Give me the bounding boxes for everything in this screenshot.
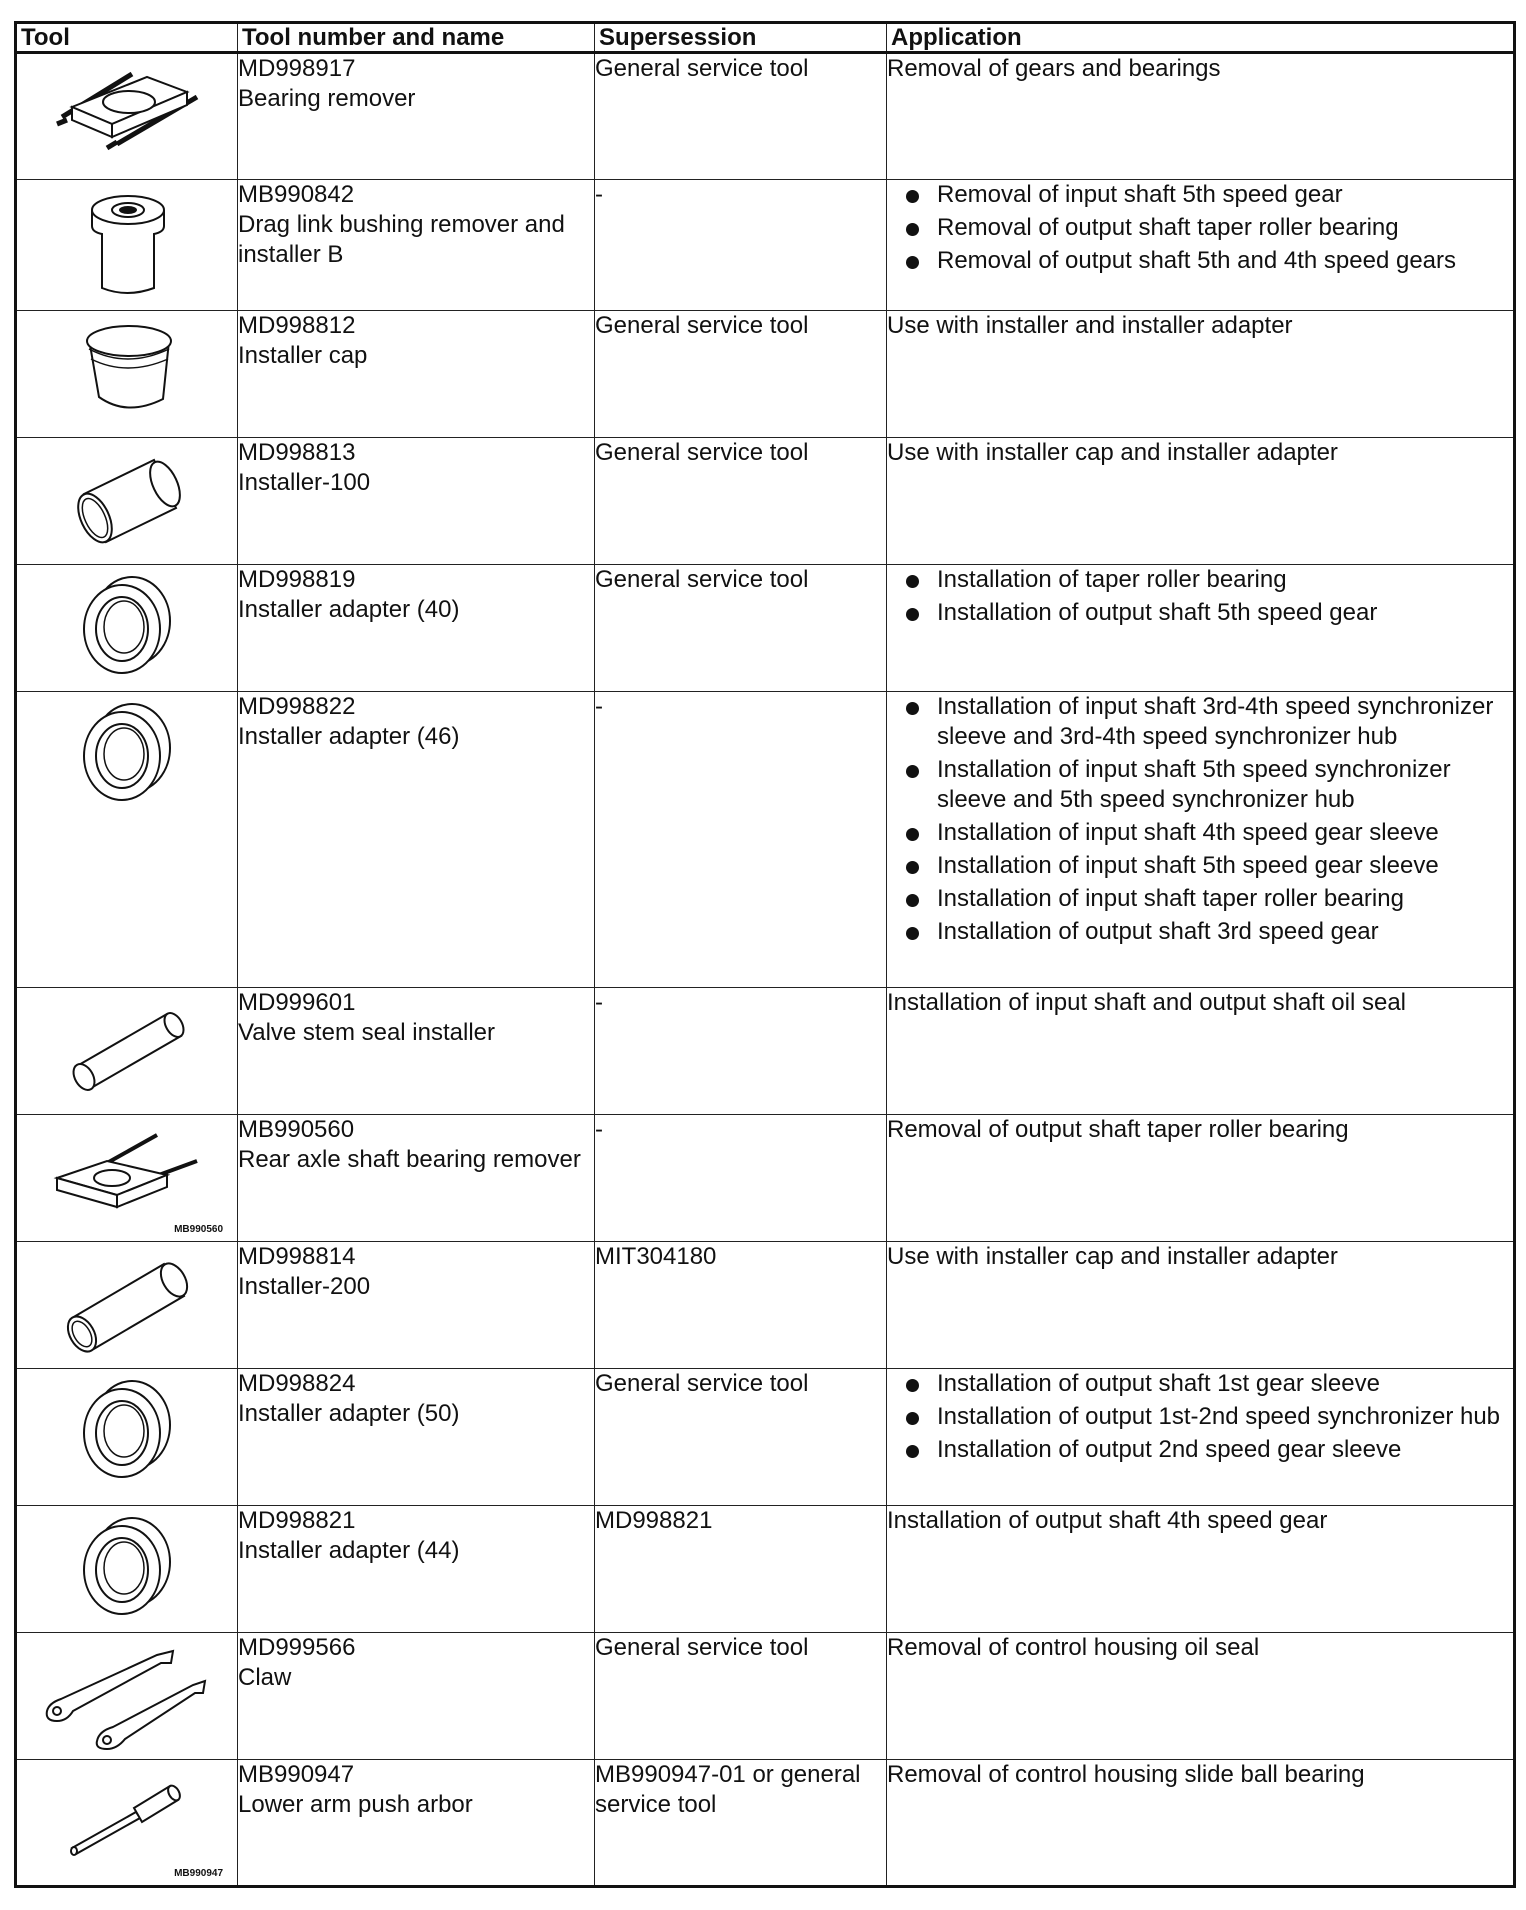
tool-number: MB990842 xyxy=(238,181,355,208)
application-text: Removal of gears and bearings xyxy=(887,55,1221,82)
installer-tube-icon xyxy=(17,446,237,546)
tool-name: Bearing remover xyxy=(238,85,416,112)
header-supersession: Supersession xyxy=(595,23,887,53)
tool-illustration-cell xyxy=(16,1760,238,1887)
application-list-item: Installation of input shaft taper roller bearing xyxy=(887,884,1513,914)
application-cell xyxy=(887,1115,1515,1242)
push-arbor-icon xyxy=(17,1768,237,1868)
table-row xyxy=(16,311,1515,438)
tool-number-name-cell xyxy=(238,1760,595,1887)
supersession-cell: General service tool xyxy=(595,53,887,180)
tool-illustration-cell xyxy=(16,1369,238,1506)
installer-cap-icon xyxy=(17,319,237,419)
application-list xyxy=(887,565,1513,628)
supersession-cell: MB990947-01 or general service tool xyxy=(595,1760,887,1887)
tool-name: Installer cap xyxy=(238,342,368,369)
application-cell xyxy=(887,1506,1515,1633)
table-row xyxy=(16,1633,1515,1760)
supersession-cell: - xyxy=(595,1115,887,1242)
tool-illustration-cell xyxy=(16,1633,238,1760)
tool-name: Drag link bushing remover and installer B xyxy=(238,211,565,268)
tool-name: Claw xyxy=(238,1664,292,1691)
application-list-item: Installation of output shaft 5th speed gear xyxy=(887,598,1513,628)
tool-number-name-cell xyxy=(238,1115,595,1242)
supersession-cell: General service tool xyxy=(595,1633,887,1760)
claw-icon xyxy=(17,1641,237,1751)
application-list xyxy=(887,180,1513,276)
table-row xyxy=(16,565,1515,692)
installer-adapter-icon xyxy=(17,573,237,683)
application-cell xyxy=(887,692,1515,988)
valve-stem-seal-installer-icon xyxy=(17,996,237,1096)
application-cell xyxy=(887,565,1515,692)
tool-number: MD998814 xyxy=(238,1243,356,1270)
tool-number: MB990947 xyxy=(238,1761,355,1788)
tool-illustration-cell xyxy=(16,565,238,692)
application-text: Use with installer cap and installer adapter xyxy=(887,439,1338,466)
supersession-cell: - xyxy=(595,180,887,311)
table-row xyxy=(16,692,1515,988)
tool-number-name-cell xyxy=(238,53,595,180)
tool-number-name-cell xyxy=(238,180,595,311)
installer-adapter-icon xyxy=(17,700,237,810)
tool-name: Installer adapter (40) xyxy=(238,596,460,623)
application-list-item: Installation of input shaft 4th speed gear sleeve xyxy=(887,818,1513,848)
application-list-item: Installation of output shaft 1st gear sleeve xyxy=(887,1369,1513,1399)
tool-name: Installer adapter (46) xyxy=(238,723,460,750)
application-cell xyxy=(887,53,1515,180)
table-row xyxy=(16,53,1515,180)
application-list xyxy=(887,1369,1513,1465)
tool-illustration-cell xyxy=(16,438,238,565)
rear-axle-bearing-remover-icon xyxy=(17,1123,237,1218)
illustration-caption: MB990560 xyxy=(174,1224,223,1235)
tool-number: MD998812 xyxy=(238,312,356,339)
tool-number: MD998824 xyxy=(238,1370,356,1397)
application-cell xyxy=(887,180,1515,311)
application-cell xyxy=(887,438,1515,565)
tool-name: Installer adapter (50) xyxy=(238,1400,460,1427)
supersession-cell: General service tool xyxy=(595,1369,887,1506)
tool-number: MD998813 xyxy=(238,439,356,466)
application-list-item: Removal of input shaft 5th speed gear xyxy=(887,180,1513,210)
tool-illustration-cell xyxy=(16,1242,238,1369)
tool-number: MD999566 xyxy=(238,1634,356,1661)
table-row xyxy=(16,438,1515,565)
tool-number-name-cell xyxy=(238,1506,595,1633)
supersession-cell: MIT304180 xyxy=(595,1242,887,1369)
application-text: Installation of input shaft and output shaft oil seal xyxy=(887,989,1407,1016)
application-cell xyxy=(887,1369,1515,1506)
application-list xyxy=(887,692,1513,947)
table-row xyxy=(16,1369,1515,1506)
table-row xyxy=(16,1760,1515,1887)
tool-number: MB990560 xyxy=(238,1116,355,1143)
application-cell xyxy=(887,311,1515,438)
tool-number: MD998917 xyxy=(238,55,356,82)
tool-number-name-cell xyxy=(238,438,595,565)
tool-name: Installer-200 xyxy=(238,1273,371,1300)
tool-number-name-cell xyxy=(238,692,595,988)
table-row xyxy=(16,1242,1515,1369)
tool-number-name-cell xyxy=(238,565,595,692)
application-list-item: Installation of input shaft 3rd-4th speed synchronizer sleeve and 3rd-4th speed synchronizer hub xyxy=(887,692,1513,752)
application-text: Removal of output shaft taper roller bearing xyxy=(887,1116,1349,1143)
application-list-item: Installation of input shaft 5th speed synchronizer sleeve and 5th speed synchronizer hub xyxy=(887,755,1513,815)
tool-number-name-cell xyxy=(238,1369,595,1506)
supersession-cell: MD998821 xyxy=(595,1506,887,1633)
application-text: Removal of control housing oil seal xyxy=(887,1634,1260,1661)
tool-name: Lower arm push arbor xyxy=(238,1791,473,1818)
tool-name: Installer-100 xyxy=(238,469,371,496)
application-list-item: Installation of input shaft 5th speed gear sleeve xyxy=(887,851,1513,881)
tool-illustration-cell xyxy=(16,53,238,180)
application-text: Removal of control housing slide ball bearing xyxy=(887,1761,1365,1788)
tool-name: Valve stem seal installer xyxy=(238,1019,495,1046)
table-row xyxy=(16,180,1515,311)
header-tool: Tool xyxy=(16,23,238,53)
tool-number: MD998822 xyxy=(238,693,356,720)
application-cell xyxy=(887,988,1515,1115)
table-row xyxy=(16,1506,1515,1633)
application-text: Use with installer and installer adapter xyxy=(887,312,1293,339)
tool-number: MD999601 xyxy=(238,989,356,1016)
header-tool-number-name: Tool number and name xyxy=(238,23,595,53)
application-cell xyxy=(887,1242,1515,1369)
installer-adapter-icon xyxy=(17,1377,237,1487)
installer-long-tube-icon xyxy=(17,1250,237,1360)
tool-illustration-cell xyxy=(16,180,238,311)
tool-number-name-cell xyxy=(238,988,595,1115)
application-list-item: Installation of output 1st-2nd speed synchronizer hub xyxy=(887,1402,1513,1432)
application-cell xyxy=(887,1760,1515,1887)
illustration-caption: MB990947 xyxy=(174,1868,223,1879)
supersession-cell: General service tool xyxy=(595,565,887,692)
application-list-item: Installation of output 2nd speed gear sleeve xyxy=(887,1435,1513,1465)
header-application: Application xyxy=(887,23,1515,53)
special-tools-table xyxy=(14,21,1516,1888)
tool-number: MD998819 xyxy=(238,566,356,593)
application-list-item: Installation of output shaft 3rd speed gear xyxy=(887,917,1513,947)
supersession-cell: - xyxy=(595,988,887,1115)
supersession-cell: - xyxy=(595,692,887,988)
bearing-remover-icon xyxy=(17,62,237,152)
tool-name: Rear axle shaft bearing remover xyxy=(238,1146,581,1173)
application-list-item: Removal of output shaft taper roller bearing xyxy=(887,213,1513,243)
tool-illustration-cell xyxy=(16,692,238,988)
bushing-tool-icon xyxy=(17,188,237,298)
application-list-item: Installation of taper roller bearing xyxy=(887,565,1513,595)
tool-illustration-cell xyxy=(16,988,238,1115)
application-list-item: Removal of output shaft 5th and 4th speed gears xyxy=(887,246,1513,276)
tool-illustration-cell xyxy=(16,1506,238,1633)
application-cell xyxy=(887,1633,1515,1760)
table-row xyxy=(16,1115,1515,1242)
supersession-cell: General service tool xyxy=(595,438,887,565)
supersession-cell: General service tool xyxy=(595,311,887,438)
application-text: Use with installer cap and installer adapter xyxy=(887,1243,1338,1270)
header-row xyxy=(16,23,1515,53)
tool-name: Installer adapter (44) xyxy=(238,1537,460,1564)
tool-number-name-cell xyxy=(238,1242,595,1369)
tool-illustration-cell xyxy=(16,1115,238,1242)
tool-number-name-cell xyxy=(238,311,595,438)
table-row xyxy=(16,988,1515,1115)
installer-adapter-icon xyxy=(17,1514,237,1624)
application-text: Installation of output shaft 4th speed gear xyxy=(887,1507,1328,1534)
tool-illustration-cell xyxy=(16,311,238,438)
tool-number-name-cell xyxy=(238,1633,595,1760)
tool-number: MD998821 xyxy=(238,1507,356,1534)
